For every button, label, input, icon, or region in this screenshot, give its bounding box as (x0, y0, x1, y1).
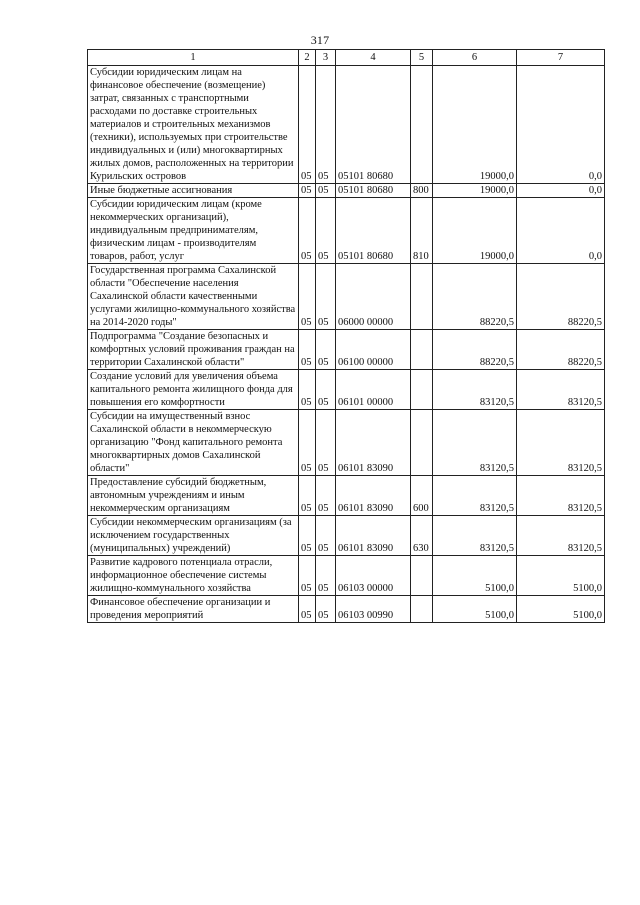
cell-expense-type (411, 66, 433, 184)
cell-expense-type (411, 556, 433, 596)
row-name: Предоставление субсидий бюджетным, автономным учреждениям и иным некоммерческим организациям (88, 476, 299, 516)
cell-target-article: 06101 83090 (336, 476, 411, 516)
row-name: Создание условий для увеличения объема капитального ремонта жилищного фонда для повышения его комфортности (88, 370, 299, 410)
cell-subsection: 05 (316, 370, 336, 410)
cell-amount: 83120,5 (433, 370, 517, 410)
cell-section: 05 (299, 330, 316, 370)
cell-expense-type: 800 (411, 184, 433, 198)
cell-subsection: 05 (316, 66, 336, 184)
cell-section: 05 (299, 184, 316, 198)
cell-expense-type (411, 410, 433, 476)
column-header: 4 (336, 50, 411, 66)
cell-amount: 83120,5 (433, 476, 517, 516)
column-header: 3 (316, 50, 336, 66)
table-row (88, 370, 605, 410)
cell-amount: 5100,0 (433, 556, 517, 596)
cell-target-article: 05101 80680 (336, 184, 411, 198)
cell-amount: 83120,5 (433, 410, 517, 476)
cell-amount: 5100,0 (433, 596, 517, 623)
cell-expense-type (411, 330, 433, 370)
cell-target-article: 05101 80680 (336, 66, 411, 184)
column-header: 5 (411, 50, 433, 66)
row-name: Государственная программа Сахалинской области "Обеспечение населения Сахалинской области качественными услугами жилищно-коммунального хозяйства на 2014-2020 годы" (88, 264, 299, 330)
table-row (88, 556, 605, 596)
cell-expense-type (411, 264, 433, 330)
cell-expense-type: 600 (411, 476, 433, 516)
cell-amount-executed: 0,0 (517, 66, 605, 184)
table-row (88, 476, 605, 516)
cell-amount-executed: 0,0 (517, 198, 605, 264)
cell-expense-type (411, 596, 433, 623)
row-name: Иные бюджетные ассигнования (88, 184, 299, 198)
cell-subsection: 05 (316, 330, 336, 370)
table-header-row (88, 50, 605, 66)
cell-amount: 19000,0 (433, 66, 517, 184)
cell-amount-executed: 83120,5 (517, 516, 605, 556)
cell-amount-executed: 88220,5 (517, 330, 605, 370)
column-header: 6 (433, 50, 517, 66)
cell-amount: 88220,5 (433, 264, 517, 330)
column-header: 1 (88, 50, 299, 66)
row-name: Развитие кадрового потенциала отрасли, информационное обеспечение системы жилищно-коммунального хозяйства (88, 556, 299, 596)
row-name: Субсидии юридическим лицам (кроме некоммерческих организаций), индивидуальным предпринимателям, физическим лицам - производителям товаров, работ, услуг (88, 198, 299, 264)
cell-expense-type: 630 (411, 516, 433, 556)
cell-target-article: 06100 00000 (336, 330, 411, 370)
table-row (88, 184, 605, 198)
budget-table (87, 49, 605, 623)
cell-target-article: 06101 00000 (336, 370, 411, 410)
cell-subsection: 05 (316, 264, 336, 330)
cell-target-article: 06103 00000 (336, 556, 411, 596)
table-row (88, 410, 605, 476)
cell-target-article: 06101 83090 (336, 516, 411, 556)
cell-amount: 19000,0 (433, 198, 517, 264)
cell-section: 05 (299, 198, 316, 264)
cell-target-article: 06103 00990 (336, 596, 411, 623)
cell-section: 05 (299, 556, 316, 596)
cell-amount-executed: 83120,5 (517, 370, 605, 410)
table-row (88, 516, 605, 556)
cell-subsection: 05 (316, 410, 336, 476)
cell-subsection: 05 (316, 596, 336, 623)
cell-section: 05 (299, 476, 316, 516)
table-row (88, 66, 605, 184)
table-row (88, 596, 605, 623)
table-row (88, 198, 605, 264)
cell-amount-executed: 5100,0 (517, 556, 605, 596)
cell-section: 05 (299, 370, 316, 410)
cell-section: 05 (299, 264, 316, 330)
cell-subsection: 05 (316, 184, 336, 198)
cell-section: 05 (299, 66, 316, 184)
cell-amount: 83120,5 (433, 516, 517, 556)
cell-section: 05 (299, 410, 316, 476)
cell-expense-type: 810 (411, 198, 433, 264)
cell-target-article: 05101 80680 (336, 198, 411, 264)
row-name: Субсидии на имущественный взнос Сахалинской области в некоммерческую организацию "Фонд капитального ремонта многоквартирных домов Сахалинской области" (88, 410, 299, 476)
row-name: Финансовое обеспечение организации и проведения мероприятий (88, 596, 299, 623)
cell-target-article: 06000 00000 (336, 264, 411, 330)
page-number: 317 (310, 33, 330, 47)
cell-section: 05 (299, 596, 316, 623)
row-name: Субсидии некоммерческим организациям (за исключением государственных (муниципальных) учреждений) (88, 516, 299, 556)
column-header: 2 (299, 50, 316, 66)
cell-amount-executed: 88220,5 (517, 264, 605, 330)
cell-amount: 88220,5 (433, 330, 517, 370)
cell-subsection: 05 (316, 516, 336, 556)
cell-target-article: 06101 83090 (336, 410, 411, 476)
table-row (88, 330, 605, 370)
column-header: 7 (517, 50, 605, 66)
row-name: Подпрограмма "Создание безопасных и комфортных условий проживания граждан на территории Сахалинской области" (88, 330, 299, 370)
cell-amount-executed: 0,0 (517, 184, 605, 198)
cell-amount-executed: 83120,5 (517, 476, 605, 516)
cell-expense-type (411, 370, 433, 410)
cell-amount-executed: 5100,0 (517, 596, 605, 623)
cell-subsection: 05 (316, 476, 336, 516)
cell-subsection: 05 (316, 556, 336, 596)
cell-amount: 19000,0 (433, 184, 517, 198)
table-row (88, 264, 605, 330)
cell-amount-executed: 83120,5 (517, 410, 605, 476)
cell-subsection: 05 (316, 198, 336, 264)
row-name: Субсидии юридическим лицам на финансовое обеспечение (возмещение) затрат, связанных с транспортными расходами по доставке строительных материалов и строительных механизмов (техники), используемых при строительстве индивидуальных и (или) многоквартирных жилых домов, расположенных на территории Курильских островов (88, 66, 299, 184)
cell-section: 05 (299, 516, 316, 556)
